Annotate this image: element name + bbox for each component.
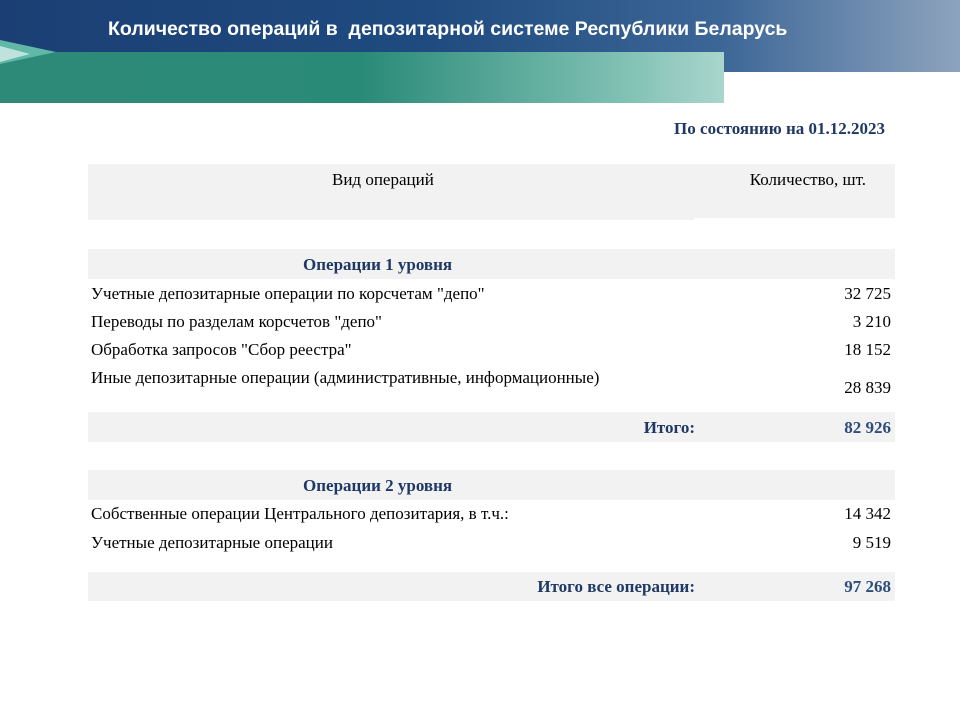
row-value: 18 152 xyxy=(844,340,891,359)
grand-total-value: 97 268 xyxy=(844,577,891,596)
grand-total-row xyxy=(88,572,895,601)
header-accent-wedge-light xyxy=(0,46,30,62)
table-header-row xyxy=(88,164,895,220)
row-label: Собственные операции Центрального депозитария, в т.ч.: xyxy=(91,504,509,523)
subtotal-value: 82 926 xyxy=(844,418,891,437)
section-heading-row xyxy=(88,470,895,500)
row-label: Иные депозитарные операции (административные, информационные) xyxy=(91,368,600,387)
subtotal-label: Итого: xyxy=(643,418,695,437)
table-row xyxy=(88,284,895,308)
row-label: Учетные депозитарные операции по корсчетам "депо" xyxy=(91,284,485,303)
subtotal-row xyxy=(88,412,895,442)
column-header-count: Количество, шт. xyxy=(749,170,866,189)
header-divider xyxy=(694,218,895,220)
table-row xyxy=(88,312,895,336)
row-value: 9 519 xyxy=(852,533,891,552)
table-row xyxy=(88,533,895,557)
row-label: Обработка запросов "Сбор реестра" xyxy=(91,340,352,359)
grand-total-label: Итого все операции: xyxy=(537,577,695,596)
column-header-type: Вид операций xyxy=(332,170,434,189)
table-row xyxy=(88,504,895,528)
table-row xyxy=(88,368,895,404)
section-heading-level-2: Операции 2 уровня xyxy=(303,476,453,495)
as-of-date: По состоянию на 01.12.2023 xyxy=(674,119,885,138)
section-heading-row xyxy=(88,249,895,279)
row-value: 14 342 xyxy=(844,504,891,523)
row-value: 3 210 xyxy=(852,312,891,331)
row-value: 32 725 xyxy=(844,284,891,303)
row-label: Учетные депозитарные операции xyxy=(91,533,333,552)
slide-title: Количество операций в депозитарной системе Республики Беларусь xyxy=(108,18,788,40)
section-heading-level-1: Операции 1 уровня xyxy=(303,255,453,274)
row-value: 28 839 xyxy=(844,378,891,397)
row-label: Переводы по разделам корсчетов "депо" xyxy=(91,312,382,331)
table-row xyxy=(88,340,895,364)
header-accent-stripe xyxy=(0,52,724,103)
